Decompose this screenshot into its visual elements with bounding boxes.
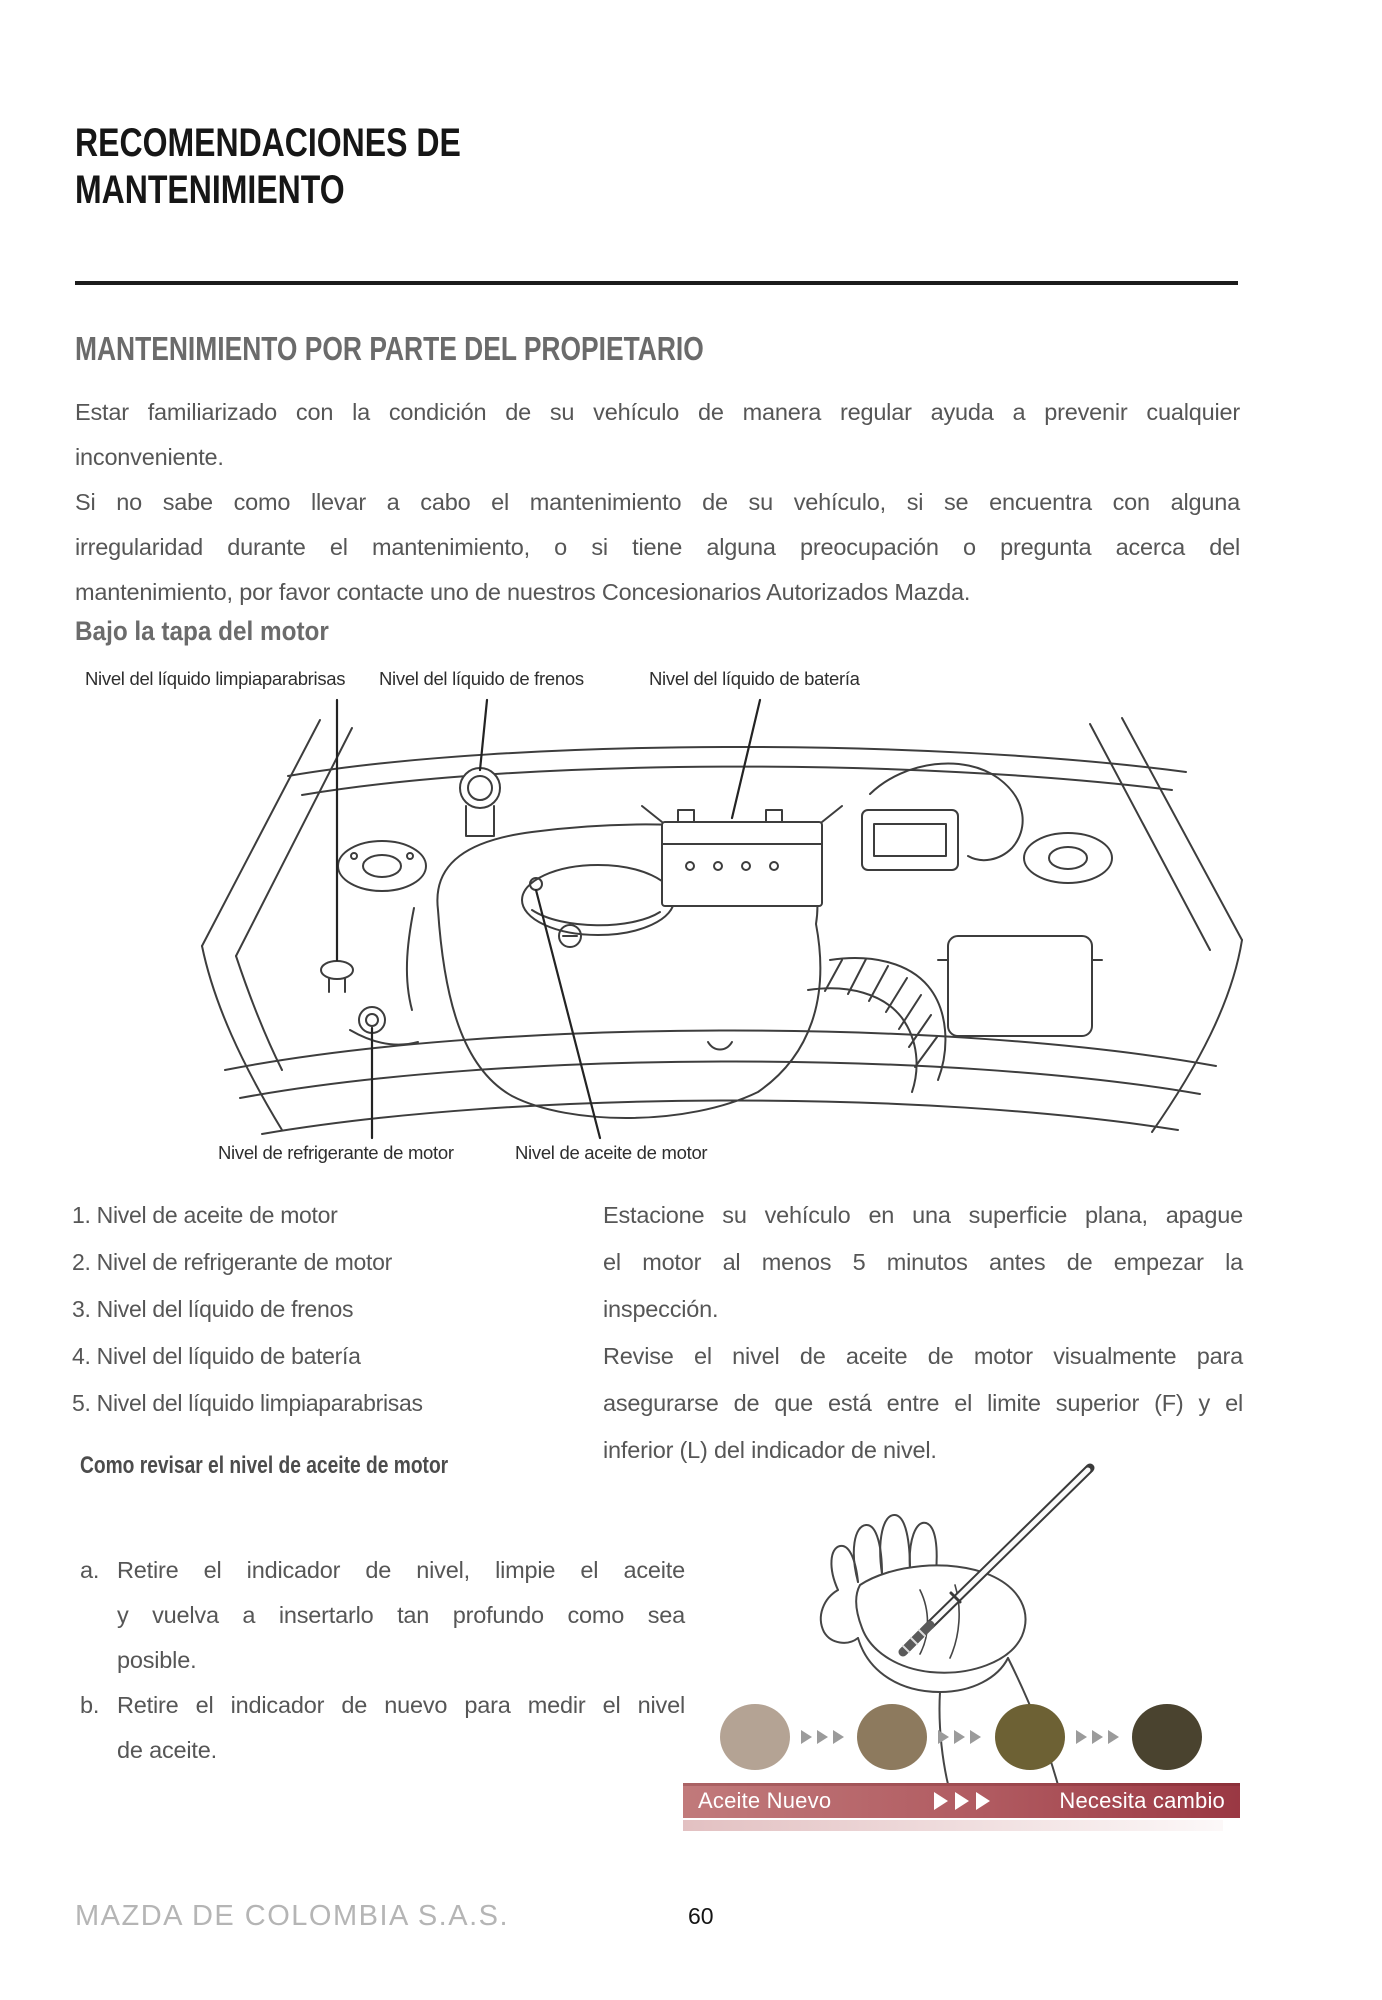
arrow-right-icon [954,1730,965,1744]
arrow-right-icon [817,1730,828,1744]
arrow-right-icon [955,1792,969,1810]
section-heading-oil-check: Como revisar el nivel de aceite de motor [80,1452,449,1479]
step-b-marker: b. [80,1692,100,1718]
hand-dipstick-illustration [800,1440,1150,1800]
list-item: 4. Nivel del líquido de batería [72,1343,361,1369]
arrow-right-icon [1076,1730,1087,1744]
list-item: 1. Nivel de aceite de motor [72,1202,338,1228]
arrow-right-icon [938,1730,949,1744]
step-a: a. Retire el indicador de nivel, limpie el aceite y vuelva a insertarlo tan profundo como sea posible. [80,1548,685,1683]
page-number: 60 [688,1903,714,1929]
callout-washer-fluid: Nivel del líquido limpiaparabrisas [85,668,346,689]
legend-list [72,1192,423,1427]
section-heading-under-hood: Bajo la tapa del motor [75,616,329,646]
list-item: 5. Nivel del líquido limpiaparabrisas [72,1390,423,1416]
callout-battery-fluid: Nivel del líquido de batería [649,668,860,689]
arrow-right-icon-group [1076,1730,1119,1744]
oil-check-steps [80,1548,685,1773]
arrow-right-icon [1108,1730,1119,1744]
arrow-right-icon [976,1792,990,1810]
owner-paragraph-2: Si no sabe como llevar a cabo el mantenimiento de su vehículo, si se encuentra con alguna irregularidad durante el mantenimiento, o si tiene alguna preocupación o pregunta acerca del mantenimiento, por favor contacte uno de nuestros Concesionarios Autorizados Mazda. [75,489,1240,605]
leader-brake [480,700,487,770]
callout-brake-fluid: Nivel del líquido de frenos [379,668,584,689]
oil-scale-bar [683,1783,1240,1818]
page-title [75,120,557,214]
oil-scale-bar-reflection [683,1820,1223,1831]
leader-battery [732,700,760,818]
list-item: 2. Nivel de refrigerante de motor [72,1249,392,1275]
arrow-right-icon [934,1792,948,1810]
page-title-line2: MANTENIMIENTO [75,168,345,212]
footer-brand: MAZDA DE COLOMBIA S.A.S. [75,1900,510,1932]
engine-bay-diagram [170,698,1270,1140]
oil-swatch-new [720,1704,790,1770]
oil-swatch-used-2 [995,1704,1065,1770]
arrow-right-icon [833,1730,844,1744]
oil-swatch-used-1 [857,1704,927,1770]
step-a-marker: a. [80,1557,100,1583]
step-b: b. Retire el indicador de nuevo para medir el nivel de aceite. [80,1683,685,1773]
arrow-right-icon-group [801,1730,844,1744]
callout-oil-level: Nivel de aceite de motor [515,1142,708,1163]
oil-swatch-old [1132,1704,1202,1770]
arrow-right-icon [801,1730,812,1744]
arrow-right-icon [970,1730,981,1744]
owner-paragraph-1: Estar familiarizado con la condición de su vehículo de manera regular ayuda a prevenir cualquier inconveniente. [75,399,1240,470]
title-divider-rule [75,281,1238,285]
callout-coolant-level: Nivel de refrigerante de motor [218,1142,454,1163]
section-heading-owner-maintenance: MANTENIMIENTO POR PARTE DEL PROPIETARIO [75,330,704,367]
page-title-line1: RECOMENDACIONES DE [75,121,461,165]
inspection-instructions: Estacione su vehículo en una superficie plana, apague el motor al menos 5 minutos antes de empezar la inspección. Revise el nivel de aceite de motor visualmente para asegurarse de que está entre el limite superior (F) y el inferior (L) del indicador de nivel. [603,1202,1243,1463]
list-item: 3. Nivel del líquido de frenos [72,1296,354,1322]
oil-scale-new-label: Aceite Nuevo [698,1787,832,1813]
arrow-right-icon-group [934,1792,990,1810]
arrow-right-icon-group [938,1730,981,1744]
oil-scale-change-label: Necesita cambio [1059,1787,1225,1813]
arrow-right-icon [1092,1730,1103,1744]
